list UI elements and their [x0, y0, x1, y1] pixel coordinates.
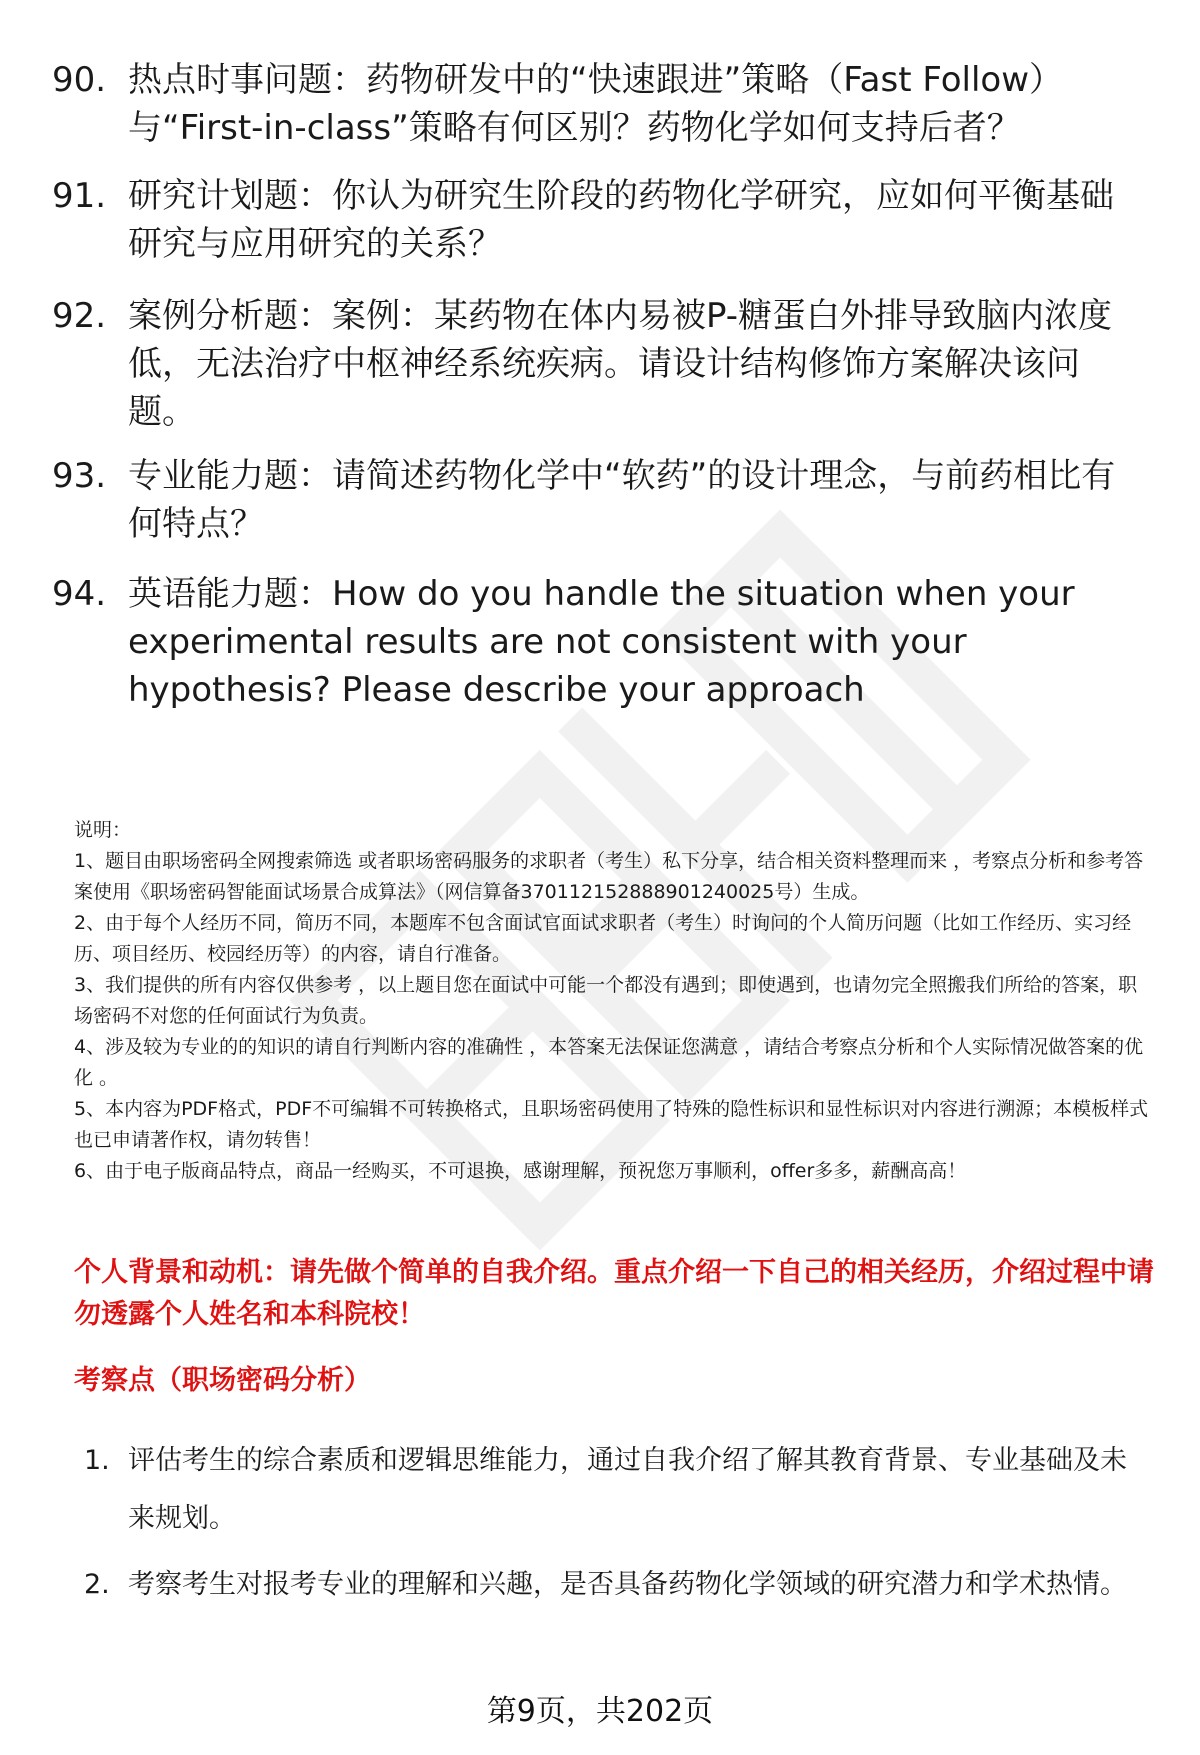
question-text: 专业能力题：请简述药物化学中“软药”的设计理念，与前药相比有何特点？ [128, 456, 1116, 544]
question-text: 英语能力题：How do you handle the situation when your experimental results are not consistent with your hypothesis? Please describe your approach [128, 574, 1075, 710]
note-item: 2、由于每个人经历不同，简历不同，本题库不包含面试官面试求职者（考生）时询问的个人简历问题（比如工作经历、实习经历、项目经历、校园经历等）的内容，请自行准备。 [74, 912, 1132, 965]
notes-block [74, 815, 1154, 1187]
note-item: 5、本内容为PDF格式，PDF不可编辑不可转换格式，且职场密码使用了特殊的隐性标识和显性标识对内容进行溯源；本模板样式也已申请著作权，请勿转售！ [74, 1098, 1149, 1151]
question-94 [52, 570, 1142, 714]
question-number: 93. [52, 456, 107, 496]
question-text: 热点时事问题：药物研发中的“快速跟进”策略（Fast Follow）与“First-in-class”策略有何区别？药物化学如何支持后者？ [128, 60, 1063, 148]
question-92 [52, 292, 1142, 436]
question-93 [52, 452, 1142, 548]
point-number: 2. [84, 1569, 110, 1600]
question-number: 92. [52, 296, 107, 336]
point-number: 1. [84, 1445, 110, 1476]
question-90 [52, 56, 1142, 152]
analysis-point-1 [84, 1432, 1144, 1548]
question-number: 94. [52, 574, 107, 614]
note-item: 4、涉及较为专业的的知识的请自行判断内容的准确性 ，本答案无法保证您满意 ，请结合考察点分析和个人实际情况做答案的优化 。 [74, 1036, 1144, 1089]
notes-title: 说明： [74, 819, 132, 841]
note-item: 1、题目由职场密码全网搜索筛选 或者职场密码服务的求职者（考生）私下分享，结合相关资料整理而来 ，考察点分析和参考答案使用《职场密码智能面试场景合成算法》（网信算备370112152888901240025号）生成。 [74, 850, 1144, 903]
note-item: 3、我们提供的所有内容仅供参考 ，以上题目您在面试中可能一个都没有遇到；即使遇到，也请勿完全照搬我们所给的答案，职场密码不对您的任何面试行为负责。 [74, 974, 1138, 1027]
page-footer: 第9页，共202页 [486, 1694, 714, 1729]
point-text: 考察考生对报考专业的理解和兴趣，是否具备药物化学领域的研究潜力和学术热情。 [128, 1569, 1127, 1600]
analysis-point-2 [84, 1556, 1144, 1614]
question-91 [52, 172, 1142, 268]
section-heading: 个人背景和动机：请先做个简单的自我介绍。重点介绍一下自己的相关经历，介绍过程中请勿透露个人姓名和本科院校！ [74, 1257, 1154, 1330]
question-number: 90. [52, 60, 107, 100]
analysis-subheading: 考察点（职场密码分析） [74, 1365, 371, 1396]
point-text: 评估考生的综合素质和逻辑思维能力，通过自我介绍了解其教育背景、专业基础及未来规划。 [128, 1445, 1127, 1534]
question-number: 91. [52, 176, 107, 216]
note-item: 6、由于电子版商品特点，商品一经购买，不可退换，感谢理解，预祝您万事顺利，offer多多，薪酬高高！ [74, 1160, 967, 1182]
question-text: 研究计划题：你认为研究生阶段的药物化学研究，应如何平衡基础研究与应用研究的关系？ [128, 176, 1114, 264]
question-text: 案例分析题：案例：某药物在体内易被P-糖蛋白外排导致脑内浓度低，无法治疗中枢神经系统疾病。请设计结构修饰方案解决该问题。 [128, 296, 1113, 432]
